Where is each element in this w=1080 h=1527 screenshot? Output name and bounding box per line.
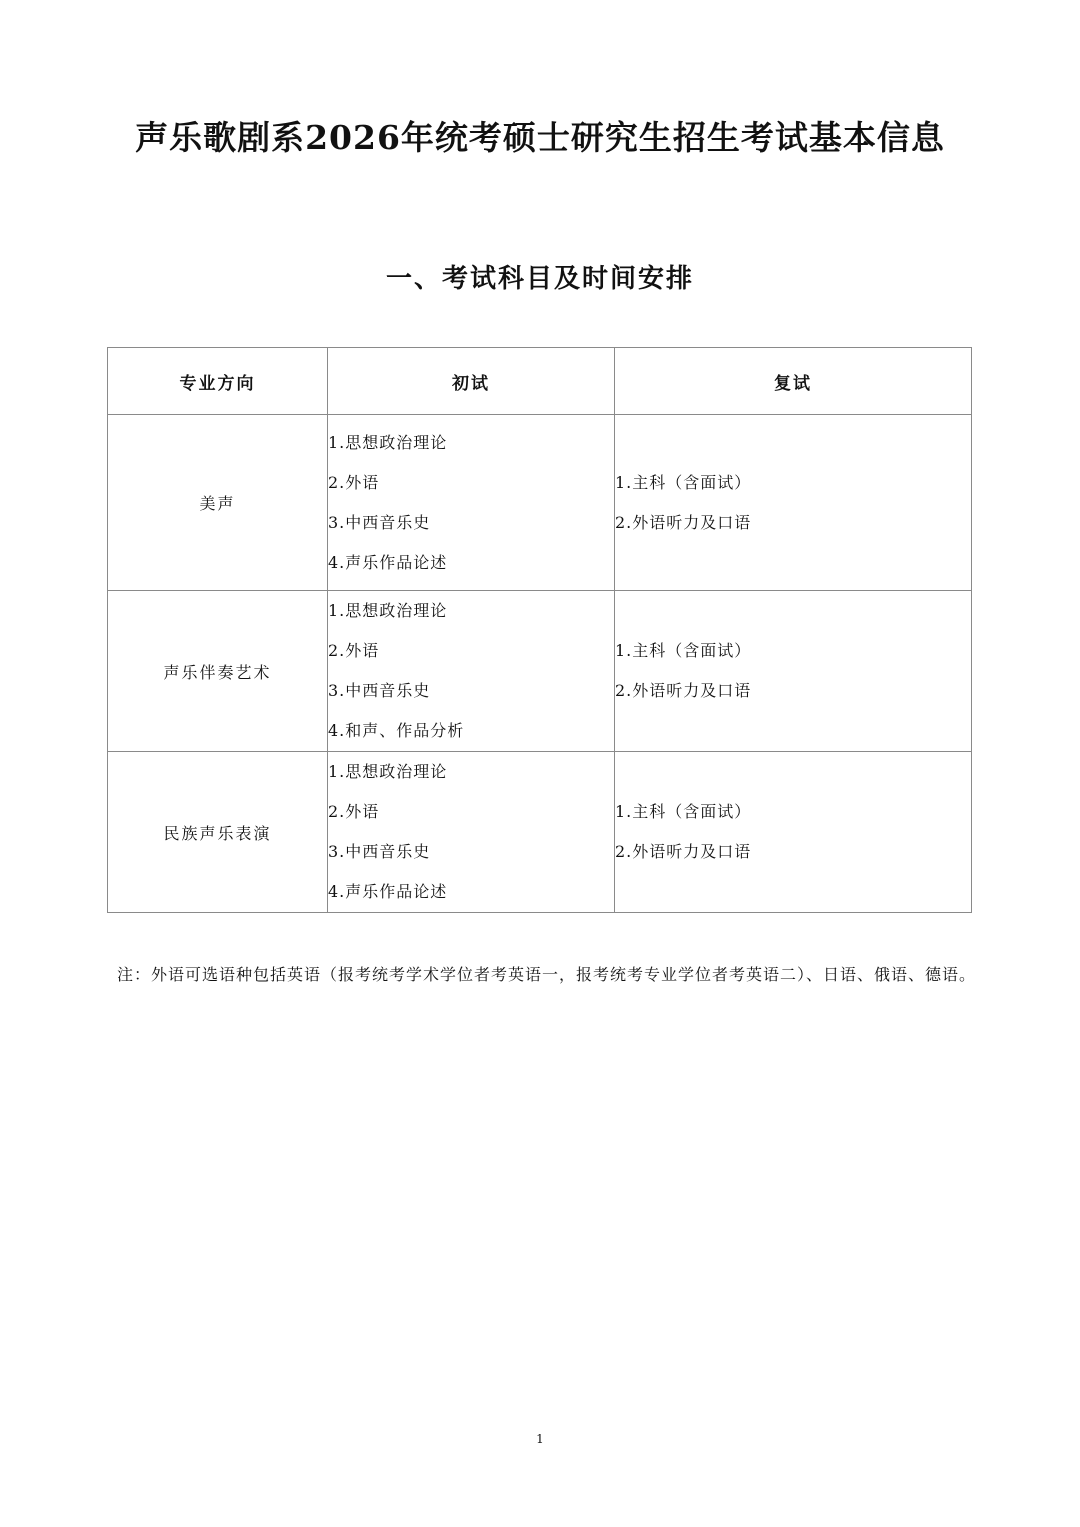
first-exam-item: 1.思想政治理论 bbox=[328, 432, 448, 452]
header-major: 专业方向 bbox=[108, 348, 328, 415]
second-exam-cell bbox=[615, 415, 972, 591]
table-row bbox=[108, 415, 972, 591]
first-exam-cell bbox=[328, 415, 615, 591]
first-exam-list bbox=[328, 752, 614, 912]
foreign-language-note: 注：外语可选语种包括英语（报考统考学术学位者考英语一，报考统考专业学位者考英语二）、日语、俄语、德语。 bbox=[117, 965, 977, 984]
first-exam-list bbox=[328, 591, 614, 751]
header-second-exam: 复试 bbox=[615, 348, 972, 415]
first-exam-item: 4.声乐作品论述 bbox=[328, 552, 448, 572]
second-exam-cell bbox=[615, 591, 972, 752]
second-exam-item: 2.外语听力及口语 bbox=[615, 681, 752, 700]
first-exam-item: 3.中西音乐史 bbox=[328, 512, 431, 532]
second-exam-item: 1.主科（含面试） bbox=[615, 641, 752, 660]
second-exam-cell bbox=[615, 752, 972, 913]
major-cell: 声乐伴奏艺术 bbox=[108, 591, 328, 752]
section-heading: 一、考试科目及时间安排 bbox=[385, 264, 694, 294]
second-exam-item: 2.外语听力及口语 bbox=[615, 842, 752, 861]
second-exam-item: 1.主科（含面试） bbox=[615, 472, 752, 492]
first-exam-item: 1.思想政治理论 bbox=[328, 762, 448, 781]
second-exam-item: 1.主科（含面试） bbox=[615, 802, 752, 821]
first-exam-item: 2.外语 bbox=[328, 472, 380, 492]
header-first-exam: 初试 bbox=[328, 348, 615, 415]
first-exam-item: 2.外语 bbox=[328, 641, 380, 660]
table-header-row bbox=[108, 348, 972, 415]
page-number: 1 bbox=[536, 1432, 544, 1446]
second-exam-list bbox=[615, 463, 971, 543]
first-exam-item: 3.中西音乐史 bbox=[328, 681, 431, 700]
table-header bbox=[108, 348, 972, 415]
table-body bbox=[108, 415, 972, 913]
major-cell: 美声 bbox=[108, 415, 328, 591]
first-exam-list bbox=[328, 423, 614, 583]
exam-subjects-table bbox=[107, 347, 972, 913]
second-exam-item: 2.外语听力及口语 bbox=[615, 512, 752, 532]
first-exam-item: 1.思想政治理论 bbox=[328, 601, 448, 620]
document-title: 声乐歌剧系2026年统考硕士研究生招生考试基本信息 bbox=[135, 118, 945, 157]
first-exam-item: 3.中西音乐史 bbox=[328, 842, 431, 861]
major-cell: 民族声乐表演 bbox=[108, 752, 328, 913]
first-exam-item: 4.声乐作品论述 bbox=[328, 882, 448, 901]
table-row bbox=[108, 591, 972, 752]
first-exam-cell bbox=[328, 591, 615, 752]
second-exam-list bbox=[615, 792, 971, 872]
first-exam-item: 2.外语 bbox=[328, 802, 380, 821]
first-exam-cell bbox=[328, 752, 615, 913]
second-exam-list bbox=[615, 631, 971, 711]
first-exam-item: 4.和声、作品分析 bbox=[328, 721, 465, 740]
table-row bbox=[108, 752, 972, 913]
